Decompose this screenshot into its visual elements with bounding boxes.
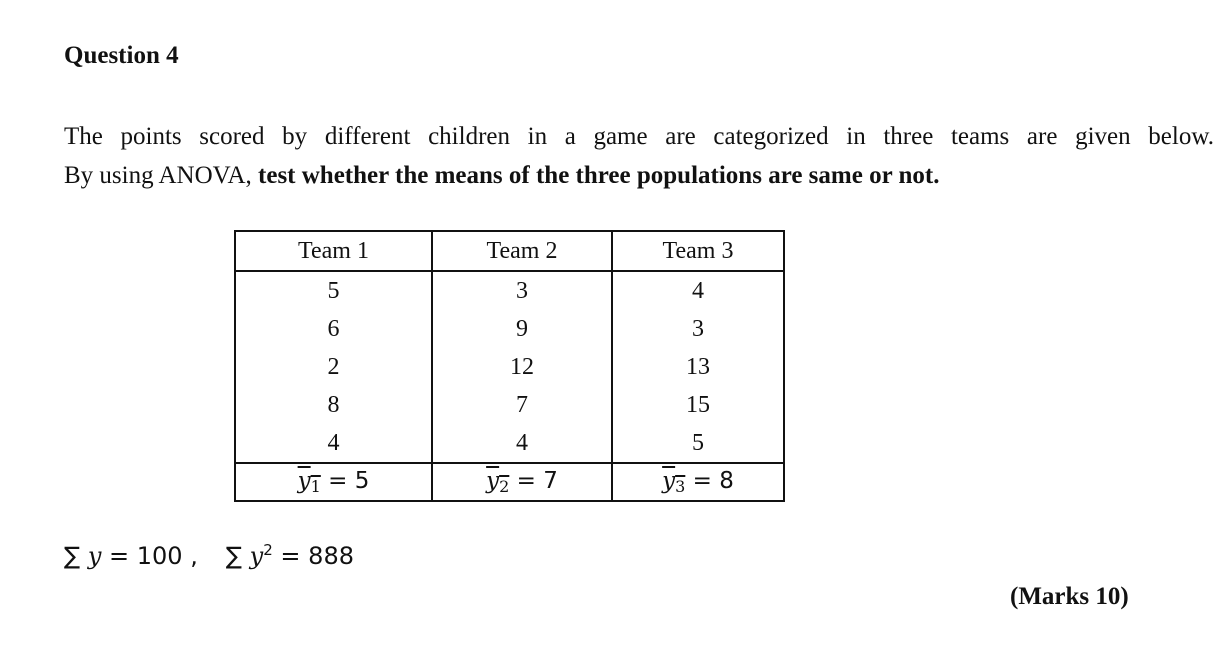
header-team-3: Team 3 bbox=[612, 231, 784, 271]
table-cell: 13 bbox=[612, 348, 784, 386]
summary-sums bbox=[64, 541, 354, 570]
table-row bbox=[235, 310, 784, 348]
question-text bbox=[64, 117, 1214, 195]
table-header-row bbox=[235, 231, 784, 271]
scores-table bbox=[234, 230, 785, 502]
table-cell: 4 bbox=[612, 271, 784, 310]
table-cell: 15 bbox=[612, 386, 784, 424]
table-cell: 4 bbox=[235, 424, 432, 463]
table-cell: 7 bbox=[432, 386, 612, 424]
table-row bbox=[235, 386, 784, 424]
table-cell: 12 bbox=[432, 348, 612, 386]
mean-symbol: $y_2$ bbox=[486, 468, 510, 496]
table-row bbox=[235, 424, 784, 463]
table-cell: 4 bbox=[432, 424, 612, 463]
table-cell: 5 bbox=[235, 271, 432, 310]
mean-team-3: $y_3 = 8$ bbox=[612, 463, 784, 501]
mean-value: 8 bbox=[719, 468, 734, 494]
table-cell: 2 bbox=[235, 348, 432, 386]
mean-team-1: $y_1 = 5$ bbox=[235, 463, 432, 501]
header-team-1: Team 1 bbox=[235, 231, 432, 271]
mean-symbol: $y_1$ bbox=[297, 468, 321, 496]
question-text-bold: test whether the means of the three populations are same or not. bbox=[258, 162, 940, 189]
table-row bbox=[235, 271, 784, 310]
mean-symbol: $y_3$ bbox=[662, 468, 686, 496]
sum-y: ∑ y = 100 , bbox=[64, 542, 198, 570]
marks-label: (Marks 10) bbox=[1010, 583, 1129, 610]
table-cell: 3 bbox=[612, 310, 784, 348]
table-cell: 5 bbox=[612, 424, 784, 463]
question-heading: Question 4 bbox=[64, 42, 179, 69]
mean-value: 5 bbox=[354, 468, 370, 494]
table-row bbox=[235, 348, 784, 386]
table-cell: 3 bbox=[432, 271, 612, 310]
mean-value: 7 bbox=[543, 468, 558, 494]
sigma-icon: ∑ bbox=[64, 542, 81, 570]
table-cell: 8 bbox=[235, 386, 432, 424]
sum-y-squared: ∑ $y^2 = 888$ bbox=[225, 541, 354, 570]
question-text-plain: By using ANOVA, bbox=[64, 162, 259, 189]
table-cell: 6 bbox=[235, 310, 432, 348]
table-mean-row bbox=[235, 463, 784, 501]
question-text-line2 bbox=[64, 156, 1214, 195]
header-team-2: Team 2 bbox=[432, 231, 612, 271]
mean-team-2: $y_2 = 7$ bbox=[432, 463, 612, 501]
table-cell: 9 bbox=[432, 310, 612, 348]
question-text-line1: The points scored by different children in a game are categorized in three teams are given below. bbox=[64, 123, 1214, 150]
sigma-icon: ∑ bbox=[225, 542, 243, 570]
